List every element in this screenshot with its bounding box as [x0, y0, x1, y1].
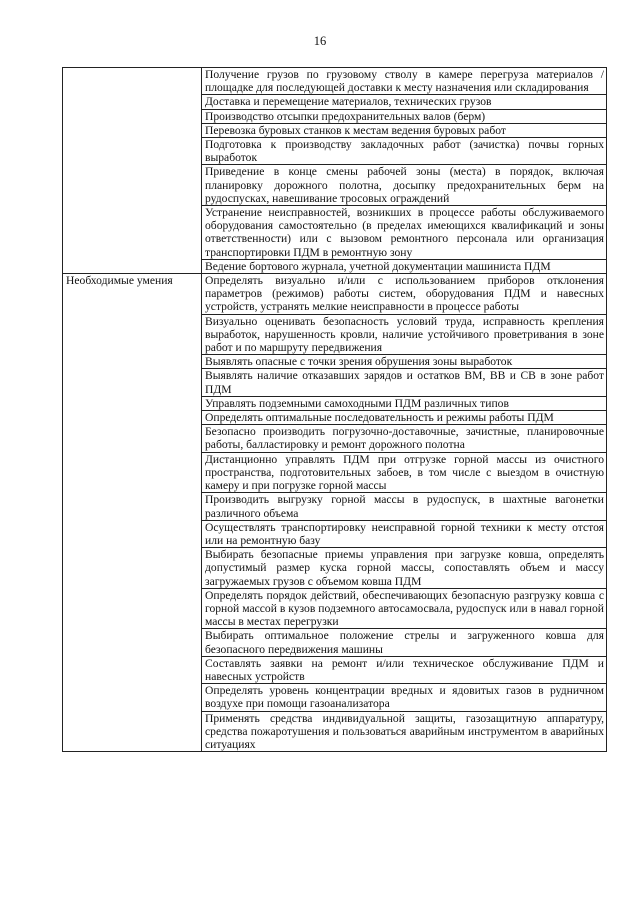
labor-action-cell: Подготовка к производству закладочных работ (зачистка) почвы горных выработок [202, 138, 607, 165]
skill-cell: Производить выгрузку горной массы в рудоспуск, в шахтные вагонетки различного объема [202, 493, 607, 520]
skill-cell: Осуществлять транспортировку неисправной горной техники к месту отстоя или на ремонтную базу [202, 520, 607, 547]
skill-cell: Определять порядок действий, обеспечивающих безопасную разгрузку ковша с горной массой в кузов подземного автосамосвала, рудоспуск или в навал горной массы в местах перегрузки [202, 588, 607, 629]
skill-cell: Визуально оценивать безопасность условий труда, исправность крепления выработок, нарушенность кровли, наличие устойчивого проветривания в зоне работ и по маршруту передвижения [202, 314, 607, 355]
skill-cell: Составлять заявки на ремонт и/или техническое обслуживание ПДМ и навесных устройств [202, 656, 607, 683]
labor-action-cell: Устранение неисправностей, возникших в процессе работы обслуживаемого оборудования самостоятельно (в пределах имеющихся квалификаций и зоны ответственности) или с вызовом ремонтного персонала или организация транспортировки ПДМ в ремонтную зону [202, 206, 607, 260]
skill-cell: Определять визуально и/или с использованием приборов отклонения параметров (режимов) работы систем, оборудования ПДМ и навесных устройств, устранять мелкие неисправности в процессе работы [202, 274, 607, 315]
skill-cell: Выбирать безопасные приемы управления при загрузке ковша, определять допустимый размер куска горной массы, сопоставлять объем и массу загружаемых грузов с объемом ковша ПДМ [202, 548, 607, 589]
skill-cell: Определять уровень концентрации вредных и ядовитых газов в рудничном воздухе при помощи газоанализатора [202, 684, 607, 711]
labor-action-cell: Получение грузов по грузовому стволу в камере перегруза материалов / площадке для последующей доставки к месту назначения или складирования [202, 68, 607, 95]
skill-cell: Выявлять опасные с точки зрения обрушения зоны выработок [202, 355, 607, 369]
skill-cell: Безопасно производить погрузочно-доставочные, зачистные, планировочные работы, балластировку и ремонт дорожного полотна [202, 425, 607, 452]
table-row [63, 68, 607, 95]
skill-cell: Применять средства индивидуальной защиты, газозащитную аппаратуру, средства пожаротушения и пользоваться аварийным инструментом в аварийных ситуациях [202, 711, 607, 752]
labor-action-cell: Производство отсыпки предохранительных валов (берм) [202, 109, 607, 123]
labor-action-cell: Приведение в конце смены рабочей зоны (места) в порядок, включая планировку дорожного полотна, досыпку предохранительных берм на рудоспусках, навешивание тросовых ограждений [202, 165, 607, 206]
table-row [63, 274, 607, 315]
skill-cell: Управлять подземными самоходными ПДМ различных типов [202, 396, 607, 410]
labor-action-cell: Перевозка буровых станков к местам ведения буровых работ [202, 123, 607, 137]
page-number: 16 [313, 34, 327, 48]
skill-cell: Выявлять наличие отказавших зарядов и остатков ВМ, ВВ и СВ в зоне работ ПДМ [202, 369, 607, 396]
skills-label-cell: Необходимые умения [63, 274, 202, 752]
skill-cell: Выбирать оптимальное положение стрелы и загруженного ковша для безопасного передвижения машины [202, 629, 607, 656]
labor-actions-label-cell [63, 68, 202, 274]
labor-action-cell: Доставка и перемещение материалов, технических грузов [202, 95, 607, 109]
requirements-table [62, 67, 607, 752]
skill-cell: Дистанционно управлять ПДМ при отгрузке горной массы из очистного пространства, подготовительных забоев, в том числе с выездом в очистную камеру и при погрузке горной массы [202, 452, 607, 493]
labor-action-cell: Ведение бортового журнала, учетной документации машиниста ПДМ [202, 259, 607, 273]
skill-cell: Определять оптимальные последовательность и режимы работы ПДМ [202, 411, 607, 425]
